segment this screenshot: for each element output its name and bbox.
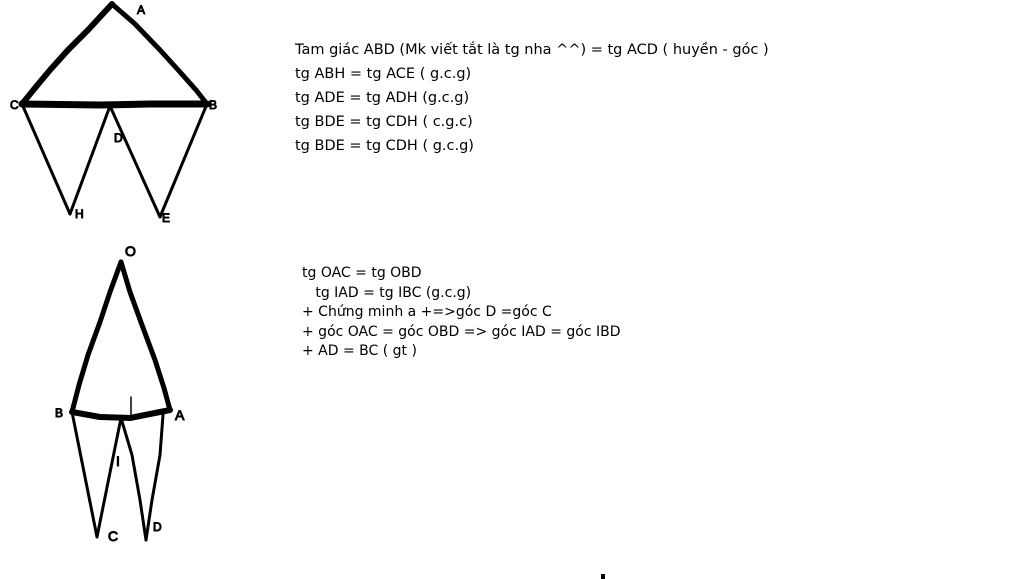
note-line: tg ABH = tg ACE ( g.c.g) — [295, 66, 472, 82]
label-a: A — [137, 3, 146, 17]
note-line: tg ADE = tg ADH (g.c.g) — [295, 90, 470, 106]
proof-notes-2 — [302, 264, 621, 362]
label-d: D — [114, 131, 123, 145]
label-b: B — [209, 98, 218, 112]
proof-notes-1 — [295, 38, 769, 158]
segment-oa — [121, 262, 170, 410]
note-line: Tam giác ABD (Mk viết tắt là tg nha ^^) = tg ACD ( huyền - góc ) — [295, 42, 769, 58]
note-line: + Chứng minh a +=>góc D =góc C — [302, 304, 552, 320]
note-line: tg BDE = tg CDH ( g.c.g) — [295, 138, 474, 154]
label-b: B — [55, 406, 64, 420]
segment-ca — [22, 4, 112, 104]
segment-ch — [22, 104, 70, 214]
note-line: tg BDE = tg CDH ( c.g.c) — [295, 114, 473, 130]
stray-dot — [601, 574, 605, 579]
segment-id — [121, 418, 146, 540]
label-o: O — [125, 243, 136, 259]
segment-eb — [160, 104, 207, 217]
note-line: + AD = BC ( gt ) — [302, 343, 417, 359]
label-h: H — [75, 207, 84, 221]
segment-ci — [97, 418, 121, 537]
segment-hd — [70, 106, 110, 214]
label-e: E — [162, 211, 171, 225]
label-c: C — [10, 98, 19, 112]
segment-ab — [112, 4, 207, 104]
figure-1 — [10, 3, 217, 225]
segment-de — [110, 106, 160, 217]
label-d: D — [153, 520, 162, 534]
segment-bc — [72, 412, 97, 537]
segment-ob — [72, 262, 121, 412]
figure-2 — [55, 243, 185, 544]
note-line: tg IAD = tg IBC (g.c.g) — [302, 284, 472, 301]
label-c: C — [108, 528, 119, 544]
label-a: A — [175, 407, 185, 423]
note-line: tg OAC = tg OBD — [302, 265, 422, 281]
segment-cb — [22, 104, 207, 105]
note-line: + góc OAC = góc OBD => góc IAD = góc IBD — [302, 323, 621, 340]
label-i: I — [116, 453, 120, 469]
